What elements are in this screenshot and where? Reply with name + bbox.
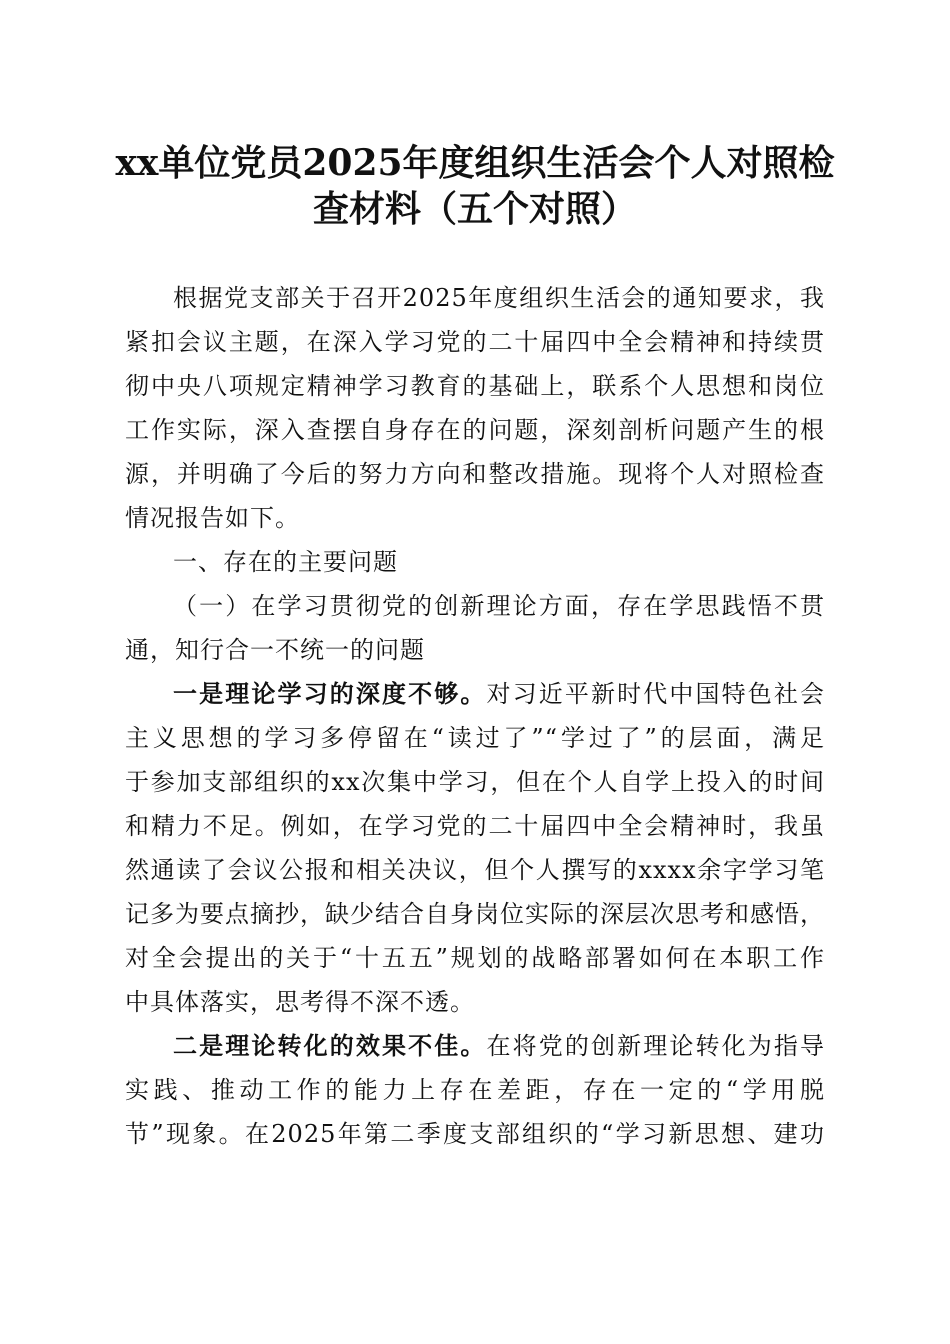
section-heading: 一、存在的主要问题 [173, 548, 398, 576]
document-body [125, 276, 825, 1156]
point-1-line: 和精力不足。例如，在学习党的二十届四中全会精神时，我虽 [125, 812, 825, 840]
intro-line: 紧扣会议主题，在深入学习党的二十届四中全会精神和持续贯 [125, 328, 825, 356]
intro-line: 源，并明确了今后的努力方向和整改措施。现将个人对照检查 [125, 460, 825, 488]
subsection-heading-line: （一）在学习贯彻党的创新理论方面，存在学思践悟不贯 [173, 592, 825, 620]
document-title-line-1: xx单位党员2025年度组织生活会个人对照检 [115, 142, 835, 184]
point-1-line: 中具体落实，思考得不深不透。 [125, 988, 475, 1016]
point-2-first-line [125, 1024, 825, 1068]
intro-line: 根据党支部关于召开2025年度组织生活会的通知要求，我 [173, 284, 825, 312]
subsection-heading-line: 通，知行合一不统一的问题 [125, 636, 425, 664]
intro-line: 情况报告如下。 [125, 504, 300, 532]
point-2-line: 节”现象。在2025年第二季度支部组织的“学习新思想、建功 [125, 1120, 825, 1148]
point-1-line: 主义思想的学习多停留在“读过了”“学过了”的层面，满足 [125, 724, 825, 752]
point-1-line: 于参加支部组织的xx次集中学习，但在个人自学上投入的时间 [125, 768, 825, 796]
point-1-first-rest: 对习近平新时代中国特色社会 [486, 680, 825, 708]
point-1-line: 记多为要点摘抄，缺少结合自身岗位实际的深层次思考和感悟， [125, 900, 825, 928]
point-1-line: 然通读了会议公报和相关决议，但个人撰写的xxxx余字学习笔 [125, 856, 825, 884]
point-2-lead: 二是理论转化的效果不佳。 [173, 1032, 487, 1060]
intro-line: 工作实际，深入查摆自身存在的问题，深刻剖析问题产生的根 [125, 416, 825, 444]
point-1-line: 对全会提出的关于“十五五”规划的战略部署如何在本职工作 [125, 944, 825, 972]
point-2-line: 实践、推动工作的能力上存在差距，存在一定的“学用脱 [125, 1076, 825, 1104]
document-title-line-2: 查材料（五个对照） [312, 188, 637, 230]
point-1-first-line [125, 672, 825, 716]
point-1-lead: 一是理论学习的深度不够。 [173, 680, 487, 708]
point-2-first-rest: 在将党的创新理论转化为指导 [486, 1032, 825, 1060]
intro-line: 彻中央八项规定精神学习教育的基础上，联系个人思想和岗位 [125, 372, 825, 400]
